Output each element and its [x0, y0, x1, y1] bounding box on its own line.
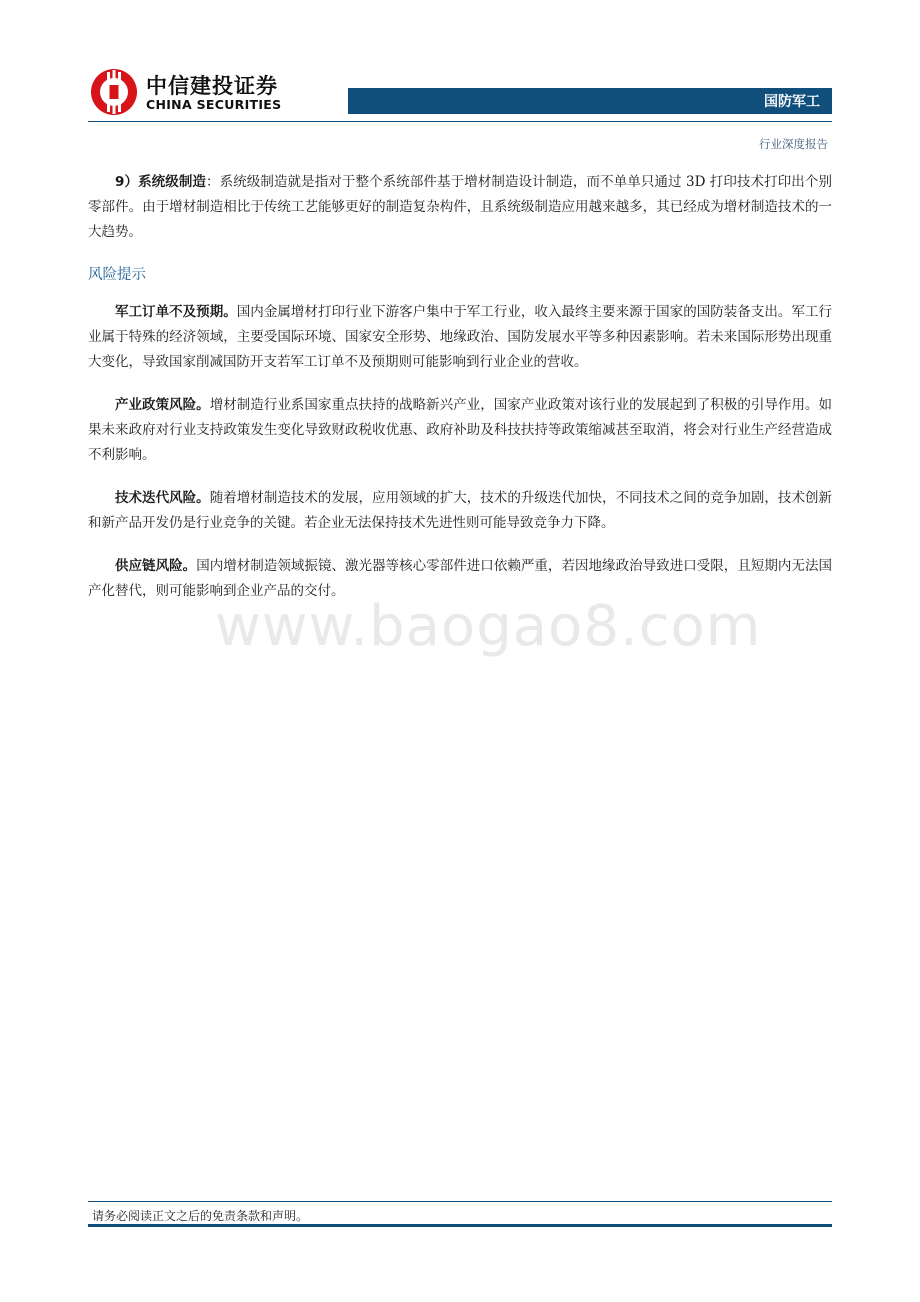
paragraph-risk-military-orders — [88, 300, 832, 375]
logo-english-name: CHINA SECURITIES — [146, 97, 282, 112]
report-type-label: 行业深度报告 — [759, 137, 828, 151]
company-logo — [90, 64, 300, 120]
footer-disclaimer: 请务必阅读正文之后的免责条款和声明。 — [92, 1209, 309, 1223]
paragraph-lead: 技术迭代风险。 — [115, 490, 210, 506]
paragraph-text: 国内金属增材打印行业下游客户集中于军工行业，收入最终主要来源于国家的国防装备支出。军工行业属于特殊的经济领域，主要受国际环境、国家安全形势、地缘政治、国防发展水平等多种因素影响。若未来国际形势出现重大变化，导致国家削减国防开支若军工订单不及预期则可能影响到行业企业的营收。 — [88, 304, 833, 370]
citic-logo-icon — [90, 68, 138, 116]
footer-divider-top — [88, 1201, 832, 1202]
paragraph-lead: 产业政策风险。 — [115, 397, 210, 413]
paragraph-risk-tech-iteration — [88, 486, 832, 536]
sector-banner — [348, 88, 832, 114]
paragraph-lead: 供应链风险。 — [115, 558, 197, 574]
paragraph-text: 随着增材制造技术的发展，应用领域的扩大，技术的升级迭代加快，不同技术之间的竞争加剧，技术创新和新产品开发仍是行业竞争的关键。若企业无法保持技术先进性则可能导致竞争力下降。 — [88, 490, 832, 531]
logo-chinese-name: 中信建投证券 — [146, 74, 278, 98]
watermark: www.baogao8.com — [215, 594, 762, 659]
paragraph-system-level-manufacturing — [88, 170, 832, 245]
report-body — [88, 170, 832, 622]
section-title-risk: 风险提示 — [88, 267, 146, 283]
header-divider — [88, 121, 832, 122]
paragraph-lead: 9）系统级制造 — [115, 174, 207, 190]
paragraph-text: ：系统级制造就是指对于整个系统部件基于增材制造设计制造，而不单单只通过 3D 打印技术打印出个别零部件。由于增材制造相比于传统工艺能够更好的制造复杂构件，且系统级制造应用越来越多，其已经成为增材制造技术的一大趋势。 — [88, 174, 832, 240]
footer-divider-bottom — [88, 1224, 832, 1227]
paragraph-lead: 军工订单不及预期。 — [115, 304, 237, 320]
paragraph-risk-industry-policy — [88, 393, 832, 468]
paragraph-text: 增材制造行业系国家重点扶持的战略新兴产业，国家产业政策对该行业的发展起到了积极的引导作用。如果未来政府对行业支持政策发生变化导致财政税收优惠、政府补助及科技扶持等政策缩减甚至取消，将会对行业生产经营造成不利影响。 — [88, 397, 832, 463]
paragraph-text: 国内增材制造领域振镜、激光器等核心零部件进口依赖严重，若因地缘政治导致进口受限，且短期内无法国产化替代，则可能影响到企业产品的交付。 — [88, 558, 833, 599]
sector-label: 国防军工 — [764, 94, 820, 110]
